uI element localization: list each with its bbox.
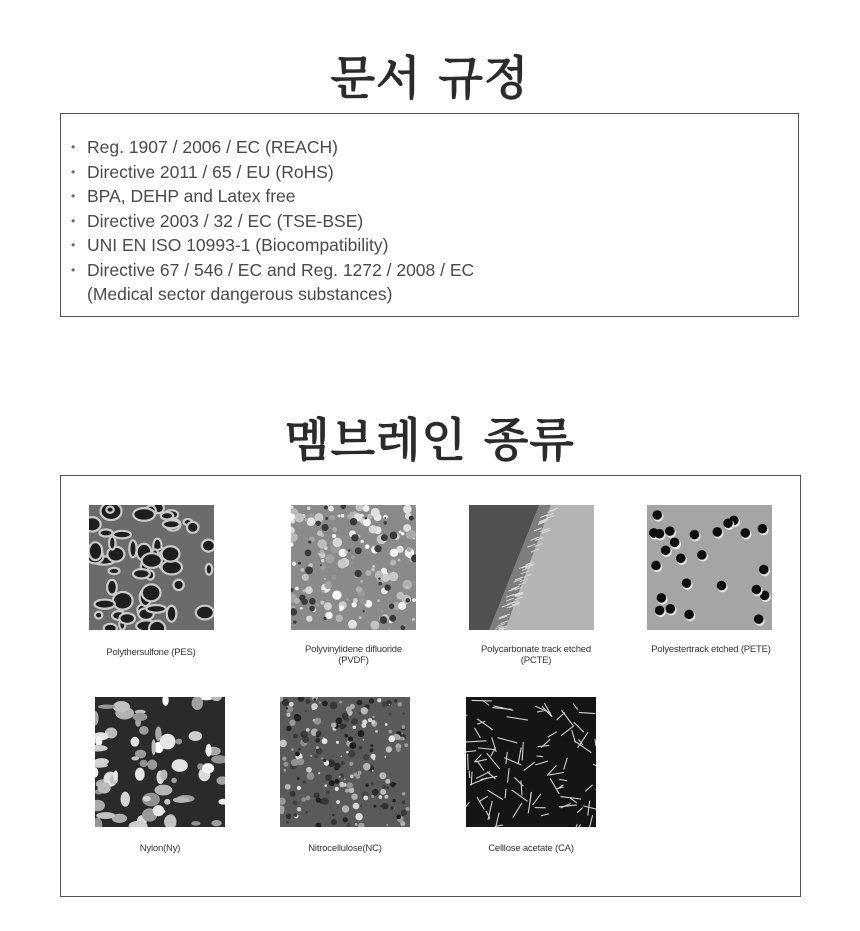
- nylon-micrograph: [95, 697, 225, 827]
- membrane-caption-pvdf: Polyvinylidene difluoride (PVDF): [305, 644, 402, 666]
- regulation-item: • Directive 2003 / 32 / EC (TSE-BSE): [71, 209, 798, 234]
- membrane-caption-pes: Polythersulfone (PES): [106, 647, 196, 658]
- cellulose-acetate-micrograph: [466, 697, 596, 827]
- pes-micrograph: [89, 505, 214, 630]
- membrane-caption-nylon: Nylon(Ny): [139, 843, 181, 854]
- membranes-section-title: 멤브레인 종류: [285, 413, 575, 467]
- regulation-item: • Directive 2011 / 65 / EU (RoHS): [71, 160, 798, 185]
- membrane-types-box: [60, 475, 801, 897]
- regulation-item: • Reg. 1907 / 2006 / EC (REACH): [71, 135, 798, 160]
- membrane-caption-pete: Polyestertrack etched (PETE): [651, 644, 771, 655]
- pete-micrograph: [647, 505, 772, 630]
- pcte-micrograph: [469, 505, 594, 630]
- membrane-caption-pcte: Polycarbonate track etched (PCTE): [481, 644, 591, 666]
- regulation-item: • UNI EN ISO 10993-1 (Biocompatibility): [71, 233, 798, 258]
- documents-section-title: 문서 규정: [330, 51, 530, 105]
- pvdf-micrograph: [291, 505, 416, 630]
- membrane-caption-nitrocellulose: Nitrocellulose(NC): [308, 843, 382, 854]
- regulation-item: • Directive 67 / 546 / EC and Reg. 1272 / 2008 / EC (Medical sector dangerous substances): [71, 258, 798, 307]
- regulations-list: [61, 114, 798, 307]
- regulations-box: [60, 113, 799, 317]
- membrane-caption-cellulose-acetate: Celllose acetate (CA): [488, 843, 574, 854]
- nitrocellulose-micrograph: [280, 697, 410, 827]
- regulation-item: • BPA, DEHP and Latex free: [71, 184, 798, 209]
- regulation-item-continuation: (Medical sector dangerous substances): [87, 284, 393, 304]
